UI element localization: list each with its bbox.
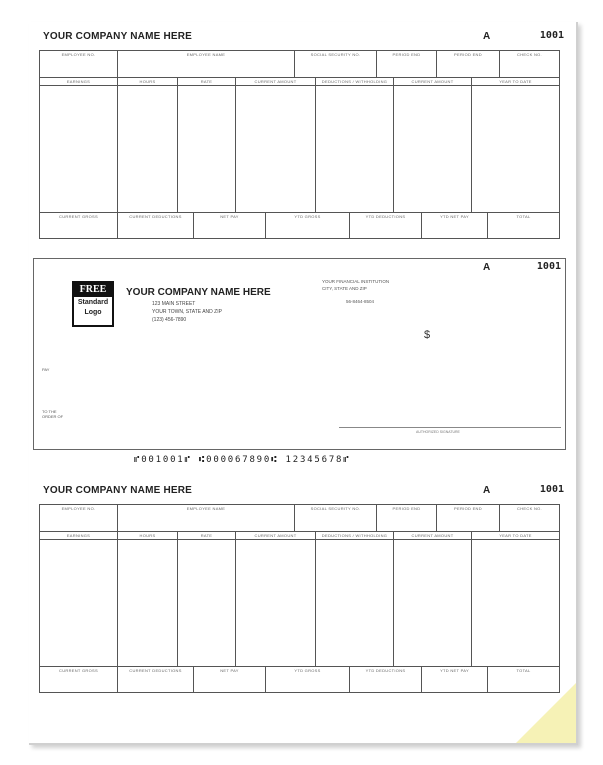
column-header: HOURS: [118, 78, 178, 86]
total-header: YTD NET PAY: [422, 213, 488, 239]
totals-row: [39, 212, 560, 239]
logo-free-label: FREE: [74, 283, 112, 297]
current-amount-cell: [236, 86, 316, 213]
column-header: CURRENT AMOUNT: [394, 78, 472, 86]
ytd-cell: [472, 540, 560, 667]
total-header: CURRENT DEDUCTIONS: [118, 213, 194, 239]
signature-label: AUTHORIZED SIGNATURE: [416, 430, 460, 434]
stub-header: [39, 28, 564, 50]
address-line-2: YOUR TOWN, STATE AND ZIP: [152, 309, 222, 315]
total-header: YTD NET PAY: [422, 667, 488, 693]
employee-info-table: [39, 504, 560, 532]
amount-dollar-sign: $: [424, 329, 431, 341]
payroll-check-form: [29, 22, 578, 745]
info-header: EMPLOYEE NO.: [40, 505, 118, 532]
corner-stripe-decoration: [516, 683, 576, 743]
check-number: 1001: [539, 30, 564, 41]
earnings-body: [39, 85, 560, 213]
routing-fraction: 56-8464-8504: [346, 299, 375, 304]
check-number: 1001: [539, 484, 564, 495]
column-header: YEAR TO DATE: [472, 78, 560, 86]
total-header: TOTAL: [488, 667, 560, 693]
total-header: YTD GROSS: [266, 667, 350, 693]
current-amount-cell: [236, 540, 316, 667]
to-order-label: TO THE ORDER OF: [42, 409, 64, 419]
info-header: PERIOD END: [377, 51, 437, 78]
deduction-amount-cell: [394, 540, 472, 667]
column-header: DEDUCTIONS / WITHHOLDING: [316, 78, 394, 86]
micr-line: ⑈001001⑈ ⑆000067890⑆ 12345678⑈: [134, 455, 351, 465]
total-header: YTD GROSS: [266, 213, 350, 239]
info-header: EMPLOYEE NAME: [118, 505, 295, 532]
rate-cell: [178, 86, 236, 213]
column-header: EARNINGS: [40, 78, 118, 86]
deductions-cell: [316, 540, 394, 667]
earnings-cell: [40, 540, 118, 667]
logo-text-line: Logo: [84, 309, 102, 316]
column-header: RATE: [178, 78, 236, 86]
check-form-code: A: [483, 262, 491, 273]
total-header: YTD DEDUCTIONS: [350, 667, 422, 693]
company-name: YOUR COMPANY NAME HERE: [43, 485, 193, 496]
total-header: TOTAL: [488, 213, 560, 239]
total-header: CURRENT GROSS: [40, 213, 118, 239]
info-header: EMPLOYEE NO.: [40, 51, 118, 78]
info-header: CHECK NO.: [500, 505, 560, 532]
column-header: RATE: [178, 532, 236, 540]
column-header: CURRENT AMOUNT: [394, 532, 472, 540]
column-header: DEDUCTIONS / WITHHOLDING: [316, 532, 394, 540]
form-code: A: [483, 485, 491, 496]
info-header: SOCIAL SECURITY NO.: [295, 51, 377, 78]
bank-city: CITY, STATE AND ZIP: [322, 286, 367, 291]
rate-cell: [178, 540, 236, 667]
column-header: EARNINGS: [40, 532, 118, 540]
deductions-cell: [316, 86, 394, 213]
total-header: CURRENT DEDUCTIONS: [118, 667, 194, 693]
phone-number: (123) 456-7890: [152, 317, 187, 323]
top-pay-stub: [39, 28, 564, 239]
employee-info-table: [39, 50, 560, 78]
check-number-on-check: 1001: [536, 261, 561, 272]
info-header: PERIOD END: [377, 505, 437, 532]
bottom-pay-stub: [39, 482, 564, 693]
signature-line: [339, 427, 561, 428]
company-name: YOUR COMPANY NAME HERE: [43, 31, 193, 42]
address-line-1: 123 MAIN STREET: [152, 301, 196, 307]
column-header: CURRENT AMOUNT: [236, 532, 316, 540]
info-header: EMPLOYEE NAME: [118, 51, 295, 78]
check-company-name: YOUR COMPANY NAME HERE: [126, 287, 271, 298]
earnings-cell: [40, 86, 118, 213]
form-code: A: [483, 31, 491, 42]
column-header: YEAR TO DATE: [472, 532, 560, 540]
ytd-cell: [472, 86, 560, 213]
info-header: PERIOD END: [437, 505, 500, 532]
logo-placeholder: [72, 281, 114, 327]
info-header: PERIOD END: [437, 51, 500, 78]
earnings-body: [39, 539, 560, 667]
total-header: CURRENT GROSS: [40, 667, 118, 693]
logo-text-line: Standard: [77, 299, 109, 306]
column-header: HOURS: [118, 532, 178, 540]
hours-cell: [118, 86, 178, 213]
total-header: YTD DEDUCTIONS: [350, 213, 422, 239]
pay-label: PAY: [42, 367, 50, 372]
deduction-amount-cell: [394, 86, 472, 213]
bank-name: YOUR FINANCIAL INSTITUTION: [322, 279, 390, 284]
hours-cell: [118, 540, 178, 667]
stub-header: [39, 482, 564, 504]
total-header: NET PAY: [194, 213, 266, 239]
total-header: NET PAY: [194, 667, 266, 693]
info-header: CHECK NO.: [500, 51, 560, 78]
check-body: [33, 258, 566, 450]
info-header: SOCIAL SECURITY NO.: [295, 505, 377, 532]
totals-row: [39, 666, 560, 693]
column-header: CURRENT AMOUNT: [236, 78, 316, 86]
